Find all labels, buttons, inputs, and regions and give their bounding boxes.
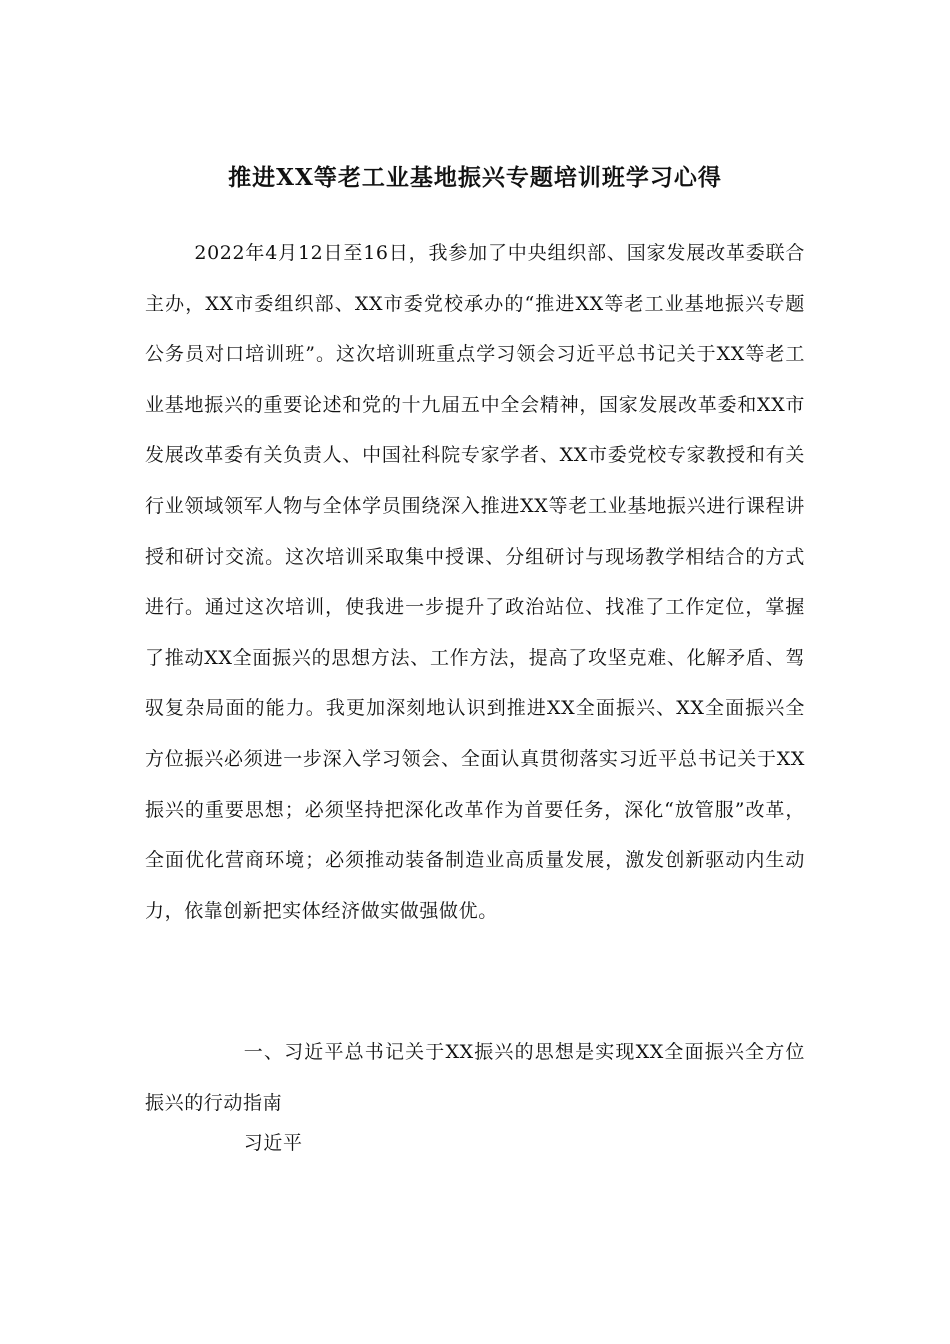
document-title: 推进XX等老工业基地振兴专题培训班学习心得	[228, 164, 722, 191]
section-heading-1: 一、习近平总书记关于XX振兴的思想是实现XX全面振兴全方位振兴的行动指南	[145, 1041, 805, 1114]
body-paragraph-intro: 2022年4月12日至16日，我参加了中央组织部、国家发展改革委联合主办，XX市委组织部、XX市委党校承办的“推进XX等老工业基地振兴专题公务员对口培训班”。这次培训班重点学习领会习近平总书记关于XX等老工业基地振兴的重要论述和党的十九届五中全会精神，国家发展改革委和XX市发展改革委有关负责人、中国社科院专家学者、XX市委党校专家教授和有关行业领域领军人物与全体学员围绕深入推进XX等老工业基地振兴进行课程讲授和研讨交流。这次培训采取集中授课、分组研讨与现场教学相结合的方式进行。通过这次培训，使我进一步提升了政治站位、找准了工作定位，掌握了推动XX全面振兴的思想方法、工作方法，提高了攻坚克难、化解矛盾、驾驭复杂局面的能力。我更加深刻地认识到推进XX全面振兴、XX全面振兴全方位振兴必须进一步深入学习领会、全面认真贯彻落实习近平总书记关于XX振兴的重要思想；必须坚持把深化改革作为首要任务，深化“放管服”改革，全面优化营商环境；必须推动装备制造业高质量发展，激发创新驱动内生动力，依靠创新把实体经济做实做强做优。	[145, 242, 805, 922]
body-paragraph-fragment: 习近平	[243, 1132, 303, 1154]
